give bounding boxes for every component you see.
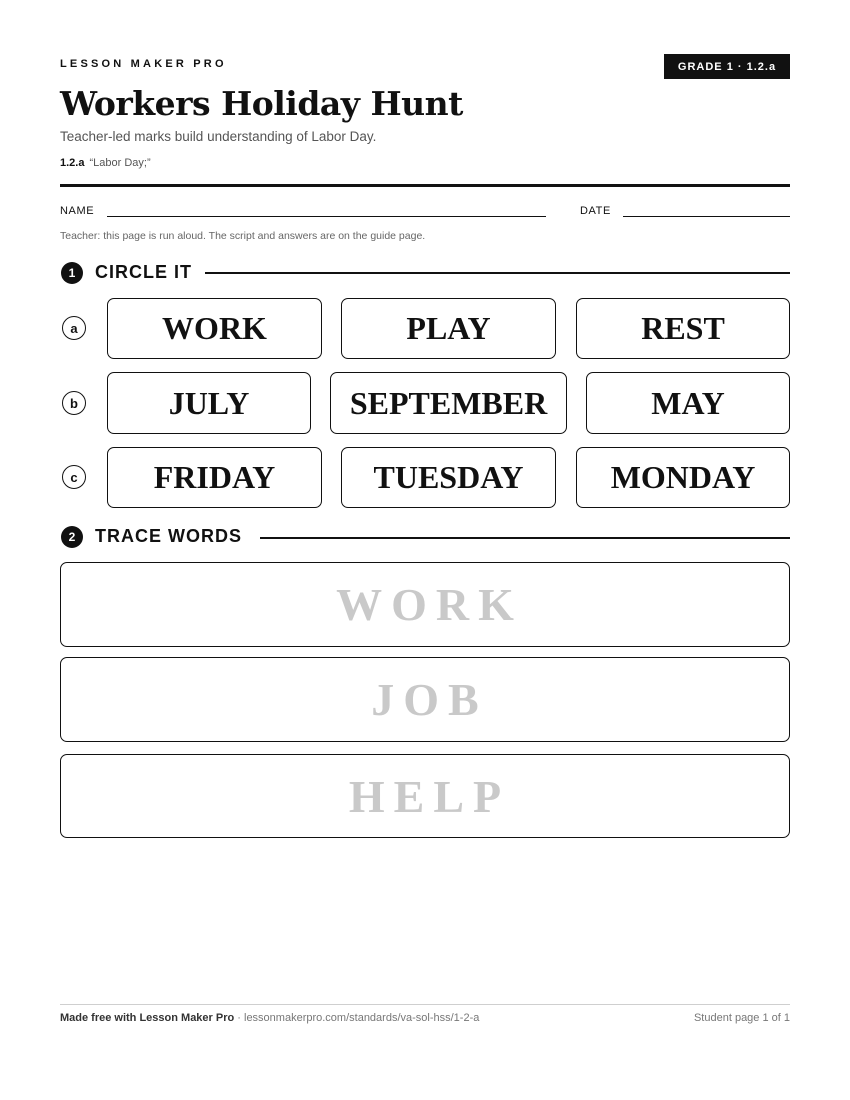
name-field[interactable] (107, 216, 546, 217)
page-subtitle: Teacher-led marks build understanding of Labor Day. (60, 129, 377, 144)
section-2-number: 2 (61, 526, 83, 548)
section-1-title: CIRCLE IT (95, 262, 192, 282)
trace-word: HELP (348, 770, 511, 822)
word-choice[interactable]: WORK (107, 298, 322, 359)
standard-text: “Labor Day;” (89, 157, 151, 169)
page-title: Workers Holiday Hunt (60, 84, 463, 123)
footer-made-with: Made free with Lesson Maker Pro (60, 1012, 235, 1024)
date-label: DATE (580, 205, 611, 217)
date-field[interactable] (623, 216, 790, 217)
word-choice[interactable]: SEPTEMBER (330, 372, 567, 434)
trace-box[interactable] (60, 754, 790, 838)
section-2-title: TRACE WORDS (95, 526, 242, 546)
trace-box[interactable] (60, 657, 790, 742)
trace-word: WORK (336, 579, 523, 630)
word-choice[interactable]: JULY (107, 372, 311, 434)
header-divider (60, 184, 790, 187)
grade-badge: GRADE 1 · 1.2.a (664, 54, 790, 79)
word-choice[interactable]: PLAY (341, 298, 556, 359)
footer-page-number: Student page 1 of 1 (693, 1012, 790, 1024)
name-label: NAME (60, 205, 95, 217)
word-choice[interactable]: MAY (586, 372, 790, 434)
footer-divider (60, 1004, 790, 1005)
standard-line (60, 157, 151, 169)
row-label-a: a (62, 316, 86, 340)
row-label-c: c (62, 465, 86, 489)
standard-code: 1.2.a (60, 157, 85, 169)
brand-name: LESSON MAKER PRO (60, 58, 227, 70)
word-choice[interactable]: MONDAY (576, 447, 790, 508)
trace-word: JOB (371, 674, 488, 725)
word-choice[interactable]: TUESDAY (341, 447, 556, 508)
row-label-b: b (62, 391, 86, 415)
section-1-rule (205, 272, 790, 274)
footer-credit (60, 1012, 479, 1024)
section-1-number: 1 (61, 262, 83, 284)
teacher-note: Teacher: this page is run aloud. The script and answers are on the guide page. (60, 230, 426, 242)
word-choice[interactable]: REST (576, 298, 790, 359)
trace-box[interactable] (60, 562, 790, 647)
word-choice[interactable]: FRIDAY (107, 447, 322, 508)
section-2-rule (260, 537, 790, 539)
footer-url[interactable]: · lessonmakerpro.com/standards/va-sol-hss/1-2-a (234, 1012, 480, 1024)
